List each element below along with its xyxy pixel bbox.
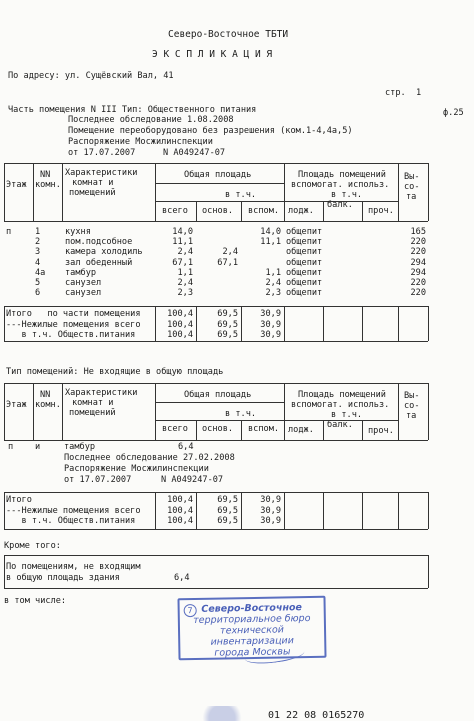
t2-col-auxarea-incl: в т.ч.: [331, 410, 363, 420]
cell-h: 220: [410, 237, 426, 248]
document-title: Э К С П Л И К А Ц И Я: [152, 49, 273, 60]
cell-aux: 11,1: [260, 237, 281, 248]
cell-name: тамбур: [65, 267, 97, 278]
org-name: Северо-Восточное ТБТИ: [168, 29, 289, 40]
t2-col-aux: вспом.: [248, 424, 280, 434]
col-incl: в т.ч.: [225, 190, 257, 200]
t2-col-auxarea-2: вспомогат. использ.: [291, 400, 390, 410]
part1-title: Часть помещения N III Тип: Общественного питания: [8, 105, 257, 115]
stamp-line-1: Северо-Восточное: [201, 602, 303, 615]
total-aux: 30,9: [260, 516, 281, 526]
col-main: основ.: [202, 206, 234, 216]
besides-incl: в том числе:: [4, 596, 67, 606]
total-main: 69,5: [217, 330, 238, 340]
t2-order-date: от 17.07.2007: [64, 475, 132, 485]
stamp-number: 7: [184, 604, 197, 617]
total-main: 69,5: [217, 309, 238, 319]
cell-use: общепит: [286, 257, 323, 268]
cell-aux: 14,0: [260, 227, 281, 237]
footer-seal: [192, 706, 252, 721]
cell-use: общепит: [286, 247, 323, 258]
total-total: 100,4: [167, 516, 193, 526]
part1-order-num: N А049247-07: [163, 148, 226, 158]
t2-col-height-3: та: [406, 411, 417, 421]
cell-main: 67,1: [217, 257, 238, 268]
t2-col-loggia: лодж.: [288, 425, 314, 435]
t2-col-room: комн.: [35, 400, 61, 410]
total-label: ---Нежилые помещения всего: [6, 319, 141, 330]
t2-survey: Последнее обследование 27.02.2008: [64, 453, 235, 463]
cell-total: 67,1: [172, 257, 193, 268]
address: По адресу: ул. Сущёвский Вал, 41: [8, 71, 174, 81]
cell-total: 1,1: [177, 267, 193, 278]
t2-col-incl: в т.ч.: [225, 409, 257, 419]
total-label: в т.ч. Обществ.питания: [6, 516, 136, 526]
col-char-2: комнат и: [72, 178, 114, 188]
col-total-area: Общая площадь: [184, 170, 252, 180]
t2-col-char-1: Характеристики: [65, 388, 138, 398]
cell-aux: 2,4: [265, 278, 281, 288]
cell-nn: 2: [35, 237, 41, 248]
t2-value: 6,4: [178, 442, 194, 452]
besides-line2: в общую площадь здания: [6, 573, 120, 583]
total-total: 100,4: [167, 319, 193, 330]
total-aux: 30,9: [260, 505, 281, 516]
cell-name: санузел: [65, 278, 102, 288]
cell-floor: п: [6, 227, 12, 237]
total-aux: 30,9: [260, 319, 281, 330]
page-number: стр. 1: [385, 88, 422, 98]
col-all: всего: [162, 206, 188, 216]
t2-col-height-2: со-: [404, 401, 420, 411]
total-total: 100,4: [167, 330, 193, 340]
cell-nn: 4а: [35, 267, 46, 278]
part1-order: Распоряжение Мосжилинспекции: [68, 137, 213, 147]
official-stamp: [177, 596, 326, 661]
total-label: Итого по части помещения: [6, 309, 141, 319]
cell-aux: 1,1: [265, 267, 281, 278]
total-label: ---Нежилые помещения всего: [6, 505, 141, 516]
col-height-1: Вы-: [404, 172, 420, 182]
cell-name: санузел: [65, 288, 102, 299]
cell-total: 2,3: [177, 288, 193, 299]
cell-h: 220: [410, 247, 426, 258]
total-aux: 30,9: [260, 330, 281, 340]
col-floor: Этаж: [6, 180, 27, 190]
t2-col-balcony: балк.: [327, 420, 353, 430]
t2-order: Распоряжение Мосжилинспекции: [64, 464, 209, 474]
stamp-line-2: территориальное бюро: [193, 612, 311, 627]
besides-title: Кроме того:: [4, 541, 61, 551]
col-auxarea-2: вспомогат. использ.: [291, 180, 390, 190]
cell-total: 2,4: [177, 278, 193, 288]
footer-number: 01 22 08 0165270: [268, 710, 365, 721]
t2-nn: и: [35, 442, 41, 452]
t2-col-total-area: Общая площадь: [184, 390, 252, 400]
cell-total: 14,0: [172, 227, 193, 237]
t2-name: тамбур: [64, 442, 96, 452]
cell-name: зал обеденный: [65, 257, 133, 268]
total-total: 100,4: [167, 495, 193, 505]
t2-col-main: основ.: [202, 424, 234, 434]
cell-nn: 6: [35, 288, 41, 299]
total-label: в т.ч. Обществ.питания: [6, 330, 136, 340]
t2-col-char-2: комнат и: [72, 398, 114, 408]
cell-name: камера холодиль: [65, 247, 143, 258]
cell-use: общепит: [286, 267, 323, 278]
cell-nn: 3: [35, 247, 41, 258]
cell-use: общепит: [286, 278, 323, 288]
cell-name: кухня: [65, 227, 91, 237]
cell-h: 220: [410, 288, 426, 299]
total-total: 100,4: [167, 309, 193, 319]
cell-use: общепит: [286, 227, 323, 237]
col-auxarea-1: Площадь помещений: [298, 170, 386, 180]
part1-survey: Последнее обследование 1.08.2008: [68, 115, 234, 125]
col-char-3: помещений: [69, 188, 116, 198]
col-char-1: Характеристики: [65, 168, 138, 178]
cell-name: пом.подсобное: [65, 237, 133, 248]
col-height-2: со-: [404, 182, 420, 192]
col-balcony: балк.: [327, 200, 353, 210]
total-label: Итого: [6, 495, 32, 505]
total-main: 69,5: [217, 495, 238, 505]
cell-use: общепит: [286, 237, 323, 248]
cell-h: 294: [410, 257, 426, 268]
cell-h: 165: [410, 227, 426, 237]
cell-nn: 5: [35, 278, 41, 288]
t2-col-other: проч.: [368, 426, 394, 436]
cell-total: 11,1: [172, 237, 193, 248]
col-room: комн.: [35, 180, 61, 190]
col-auxarea-incl: в т.ч.: [331, 190, 363, 200]
t2-col-nn: NN: [40, 390, 51, 400]
cell-main: 2,4: [222, 247, 238, 258]
total-total: 100,4: [167, 505, 193, 516]
t2-col-char-3: помещений: [69, 408, 116, 418]
part1-redev: Помещение переоборудовано без разрешения (ком.1-4,4а,5): [68, 126, 353, 136]
col-other: проч.: [368, 206, 394, 216]
stamp-line-3: технической инвентаризации: [210, 624, 294, 648]
besides-line1: По помещениям, не входящим: [6, 562, 141, 572]
total-main: 69,5: [217, 319, 238, 330]
part1-order-date: от 17.07.2007: [68, 148, 136, 158]
cell-h: 294: [410, 267, 426, 278]
t2-order-num: N А049247-07: [161, 475, 224, 485]
t2-col-all: всего: [162, 424, 188, 434]
col-aux: вспом.: [248, 206, 280, 216]
besides-value: 6,4: [174, 573, 190, 583]
cell-nn: 4: [35, 257, 41, 268]
cell-use: общепит: [286, 288, 323, 299]
t2-floor: п: [8, 442, 14, 452]
cell-h: 220: [410, 278, 426, 288]
total-aux: 30,9: [260, 309, 281, 319]
col-height-3: та: [406, 192, 417, 202]
cell-total: 2,4: [177, 247, 193, 258]
part2-title: Тип помещений: Не входящие в общую площадь: [6, 367, 224, 377]
cell-nn: 1: [35, 227, 41, 237]
stamp-line-4: города Москвы: [214, 646, 291, 659]
cell-aux: 2,3: [265, 288, 281, 299]
total-main: 69,5: [217, 516, 238, 526]
total-main: 69,5: [217, 505, 238, 516]
t2-col-auxarea-1: Площадь помещений: [298, 390, 386, 400]
form-code: ф.25: [443, 108, 464, 118]
t2-col-height-1: Вы-: [404, 391, 420, 401]
col-nn: NN: [40, 170, 51, 180]
t2-col-floor: Этаж: [6, 400, 27, 410]
col-loggia: лодж.: [288, 206, 314, 216]
total-aux: 30,9: [260, 495, 281, 505]
